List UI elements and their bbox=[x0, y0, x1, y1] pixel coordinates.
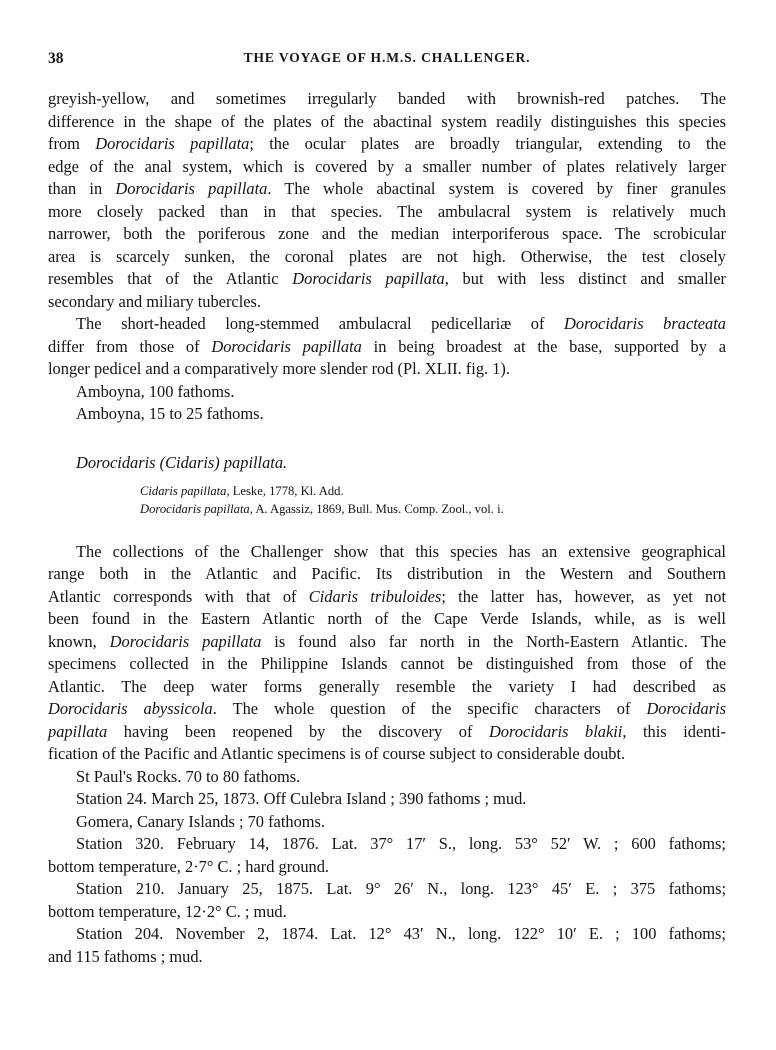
text-line: difference in the shape of the plates of the abactinal system readily distinguishes this species bbox=[48, 111, 726, 131]
text-line: been found in the Eastern Atlantic north of the Cape Verde Islands, while, as is well bbox=[48, 609, 726, 628]
text-segment: in being broadest at the base, supported by a bbox=[361, 336, 727, 356]
text-line: Atlantic. The deep water forms generally resemble the variety I had described as bbox=[48, 676, 726, 696]
page-header bbox=[48, 50, 726, 72]
text-line: bottom temperature, 12·2° C. ; mud. bbox=[48, 901, 287, 921]
synonym-entry bbox=[48, 482, 726, 501]
text-segment: resembles that of the Atlantic bbox=[48, 269, 293, 288]
text-line: narrower, both the poriferous zone and the median interporiferous space. The scrobicular bbox=[48, 224, 726, 243]
taxon-name: Dorocidaris papillata bbox=[95, 134, 250, 153]
text-line bbox=[48, 586, 726, 609]
text-segment: . The whole abactinal system is covered by finer granules bbox=[267, 179, 726, 198]
taxon-name: Dorocidaris bbox=[646, 699, 726, 718]
species-genus: Dorocidaris bbox=[76, 452, 156, 472]
text-segment: . The whole question of the specific characters of bbox=[212, 699, 647, 718]
text-line bbox=[48, 313, 726, 336]
text-segment: known, bbox=[48, 631, 110, 651]
taxon-name: Dorocidaris papillata bbox=[109, 631, 262, 651]
taxon-name: Dorocidaris blakii bbox=[488, 721, 623, 741]
paragraph-pedicellariae bbox=[48, 313, 726, 381]
text-line: area is scarcely sunken, the coronal plates are not high. Otherwise, the test closely bbox=[48, 246, 726, 266]
station-list bbox=[48, 766, 726, 969]
text-line: secondary and miliary tubercles. bbox=[48, 291, 261, 311]
text-line: Gomera, Canary Islands ; 70 fathoms. bbox=[76, 811, 325, 831]
text-segment: , this identi- bbox=[622, 721, 727, 741]
text-line: specimens collected in the Philippine Islands cannot be distinguished from those of the bbox=[48, 654, 726, 673]
species-subgenus: Cidaris bbox=[165, 452, 215, 472]
taxon-name: Dorocidaris papillata bbox=[211, 336, 362, 356]
text-line: Station 210. January 25, 1875. Lat. 9° 26′ N., long. 123° 45′ E. ; 375 fathoms; bbox=[76, 879, 726, 898]
text-line: Amboyna, 15 to 25 fathoms. bbox=[76, 404, 264, 423]
text-line: greyish-yellow, and sometimes irregularly banded with brownish-red patches. The bbox=[48, 89, 726, 108]
text-line: The collections of the Challenger show that this species has an extensive geographical bbox=[76, 541, 726, 561]
page-number: 38 bbox=[48, 50, 64, 67]
text-line: longer pedicel and a comparatively more slender rod (Pl. XLII. fig. 1). bbox=[48, 359, 510, 378]
synonymy-list bbox=[48, 482, 726, 519]
text-segment: Atlantic corresponds with that of bbox=[48, 586, 309, 606]
synonym-entry bbox=[48, 500, 726, 519]
text-segment: , but with less distinct and smaller bbox=[444, 269, 726, 288]
text-line bbox=[48, 336, 726, 359]
text-segment: ; the ocular plates are broadly triangular, extending to the bbox=[249, 134, 726, 153]
text-line: St Paul's Rocks. 70 to 80 fathoms. bbox=[76, 766, 301, 786]
text-segment: differ from those of bbox=[48, 336, 212, 356]
text-line bbox=[48, 721, 726, 744]
taxon-name: Dorocidaris abyssicola bbox=[48, 699, 213, 718]
species-heading: Dorocidaris (Cidaris) papillata. bbox=[76, 452, 288, 472]
synonym-name: Dorocidaris papillata bbox=[140, 502, 250, 516]
text-segment: having been reopened by the discovery of bbox=[107, 721, 489, 741]
text-segment: than in bbox=[48, 179, 116, 198]
paragraph-description bbox=[48, 88, 726, 313]
text-line: Amboyna, 100 fathoms. bbox=[76, 381, 235, 401]
text-line: Station 24. March 25, 1873. Off Culebra Island ; 390 fathoms ; mud. bbox=[76, 789, 527, 808]
text-segment: from bbox=[48, 134, 96, 153]
text-line: edge of the anal system, which is covered by a smaller number of plates relatively larger bbox=[48, 156, 726, 176]
text-segment: ; the latter has, however, as yet not bbox=[441, 586, 726, 606]
synonym-reference: , A. Agassiz, 1869, Bull. Mus. Comp. Zool., vol. i. bbox=[249, 502, 504, 516]
running-title: THE VOYAGE OF H.M.S. CHALLENGER. bbox=[243, 50, 531, 65]
synonym-name: Cidaris papillata bbox=[140, 483, 227, 498]
text-line: and 115 fathoms ; mud. bbox=[48, 946, 203, 966]
text-line: range both in the Atlantic and Pacific. Its distribution in the Western and Southern bbox=[48, 564, 726, 583]
taxon-name: Dorocidaris papillata bbox=[292, 269, 445, 288]
text-line bbox=[48, 178, 726, 201]
species-epithet: papillata. bbox=[223, 452, 288, 472]
paragraph-distribution bbox=[48, 541, 726, 766]
text-line bbox=[48, 631, 726, 654]
text-line: Station 204. November 2, 1874. Lat. 12° 43′ N., long. 122° 10′ E. ; 100 fathoms; bbox=[76, 924, 726, 943]
text-line: fication of the Pacific and Atlantic specimens is of course subject to considerable doubt. bbox=[48, 744, 626, 763]
text-line: more closely packed than in that species. The ambulacral system is relatively much bbox=[48, 201, 726, 221]
text-segment: is found also far north in the North-Eastern Atlantic. The bbox=[261, 631, 726, 651]
taxon-name: Dorocidaris papillata bbox=[115, 179, 268, 198]
text-segment: The short-headed long-stemmed ambulacral pedicellariæ of bbox=[76, 314, 565, 333]
taxon-name: Cidaris tribuloides bbox=[308, 586, 442, 606]
locality-list-bracteata bbox=[48, 381, 726, 426]
text-line bbox=[48, 268, 726, 291]
text-line bbox=[48, 698, 726, 721]
text-line: bottom temperature, 2·7° C. ; hard ground. bbox=[48, 856, 330, 876]
taxon-name: papillata bbox=[48, 721, 108, 741]
text-line bbox=[48, 133, 726, 156]
synonym-reference: , Leske, 1778, Kl. Add. bbox=[226, 483, 344, 498]
page-body bbox=[48, 88, 726, 968]
taxon-name: Dorocidaris bracteata bbox=[564, 314, 726, 333]
text-line: Station 320. February 14, 1876. Lat. 37° 17′ S., long. 53° 52′ W. ; 600 fathoms; bbox=[76, 834, 726, 853]
